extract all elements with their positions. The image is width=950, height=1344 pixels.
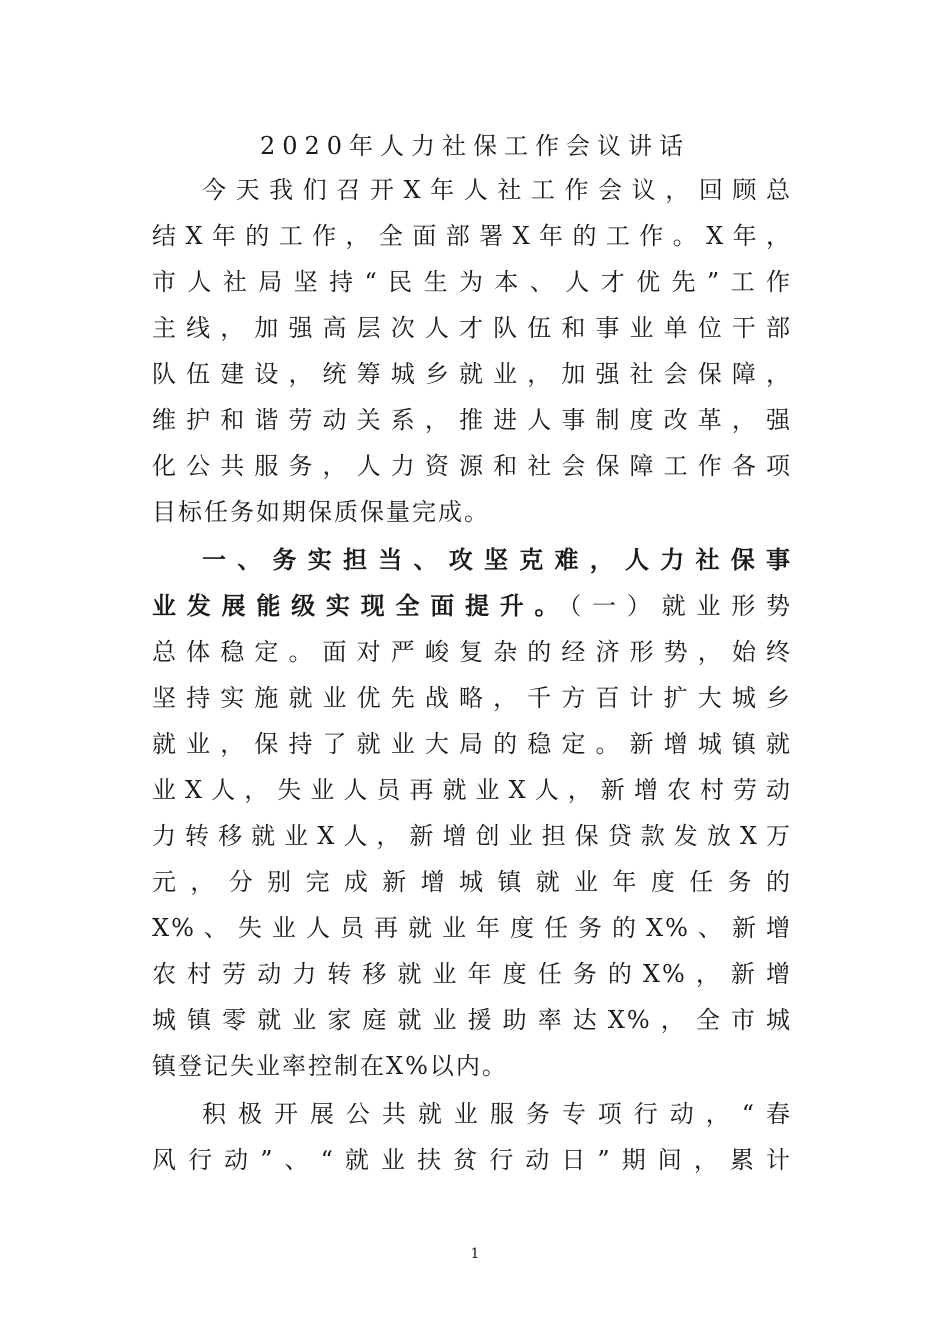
- paragraph-line: 业X人，失业人员再就业X人，新增农村劳动: [152, 776, 792, 804]
- paragraph-line: 坚持实施就业优先战略，千方百计扩大城乡: [152, 684, 792, 712]
- document-title: 2020年人力社保工作会议讲话: [259, 132, 691, 160]
- section-heading-line: 一、务实担当、攻坚克难，人力社保事: [202, 545, 792, 574]
- paragraph-line: 主线，加强高层次人才队伍和事业单位干部: [152, 314, 792, 342]
- paragraph-line: 维护和谐劳动关系，推进人事制度改革，强: [152, 406, 792, 434]
- paragraph-line: 就业，保持了就业大局的稳定。新增城镇就: [152, 730, 792, 758]
- paragraph-line: 风行动”、“就业扶贫行动日”期间，累计: [152, 1146, 792, 1174]
- paragraph-line: 今天我们召开X年人社工作会议，回顾总: [202, 176, 792, 204]
- paragraph-line: 积极开展公共就业服务专项行动，“春: [202, 1100, 792, 1128]
- paragraph-line: 化公共服务，人力资源和社会保障工作各项: [152, 452, 792, 480]
- paragraph-line-mixed: [152, 586, 792, 626]
- section-heading-text: 业发展能级实现全面提升。: [152, 591, 570, 620]
- paragraph-line: 元，分别完成新增城镇就业年度任务的: [152, 868, 792, 896]
- subsection-text: （一）就业形势: [569, 592, 793, 620]
- paragraph-line: 农村劳动力转移就业年度任务的X%，新增: [152, 960, 792, 988]
- paragraph-line: 总体稳定。面对严峻复杂的经济形势，始终: [152, 638, 792, 666]
- paragraph-line: 目标任务如期保质保量完成。: [152, 498, 490, 526]
- paragraph-line: 镇登记失业率控制在X%以内。: [152, 1052, 508, 1080]
- paragraph-line: X%、失业人员再就业年度任务的X%、新增: [152, 914, 792, 942]
- paragraph-line: 城镇零就业家庭就业援助率达X%，全市城: [152, 1006, 792, 1034]
- page-number: 1: [470, 1246, 480, 1262]
- paragraph-line: 力转移就业X人，新增创业担保贷款发放X万: [152, 822, 792, 850]
- paragraph-line: 市人社局坚持“民生为本、人才优先”工作: [152, 268, 792, 296]
- paragraph-line: 结X年的工作，全面部署X年的工作。X年，: [152, 222, 792, 250]
- paragraph-line: 队伍建设，统筹城乡就业，加强社会保障，: [152, 360, 792, 388]
